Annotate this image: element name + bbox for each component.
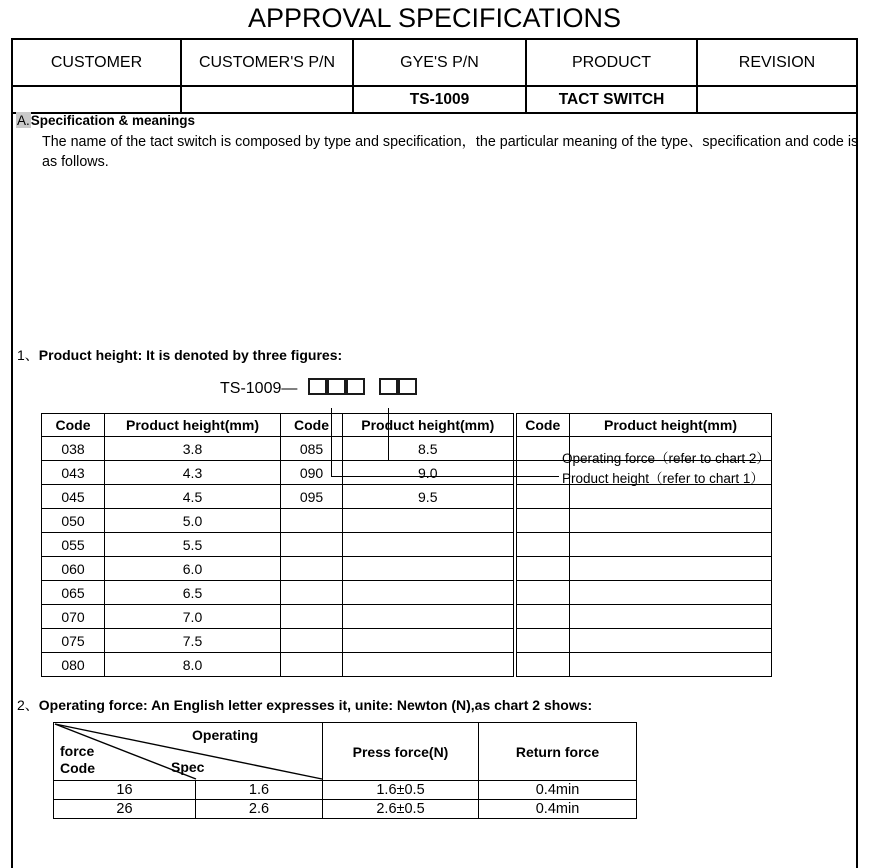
height-header-code-2: Code <box>281 414 343 437</box>
force-header-code: Code <box>60 760 95 776</box>
height-cell-r1-c2: 090 <box>281 461 343 485</box>
height-cell-r7-c3 <box>343 605 515 629</box>
force-cell-r0-c1: 1.6 <box>196 781 323 800</box>
section-2-number: 2 <box>17 697 25 713</box>
height-cell-r2-c4 <box>515 485 570 509</box>
table-row <box>42 509 772 533</box>
force-cell-r1-c3: 0.4min <box>479 800 637 819</box>
height-cell-r6-c1: 6.5 <box>105 581 281 605</box>
force-header-operating: Operating <box>192 727 259 743</box>
height-cell-r1-c0: 043 <box>42 461 105 485</box>
height-cell-r6-c0: 065 <box>42 581 105 605</box>
height-cell-r3-c1: 5.0 <box>105 509 281 533</box>
height-cell-r6-c2 <box>281 581 343 605</box>
height-cell-r9-c3 <box>343 653 515 677</box>
table-row <box>54 800 637 819</box>
height-cell-r8-c2 <box>281 629 343 653</box>
info-header-revision: REVISION <box>697 39 857 86</box>
height-cell-r3-c4 <box>515 509 570 533</box>
height-cell-r4-c0: 055 <box>42 533 105 557</box>
height-cell-r7-c2 <box>281 605 343 629</box>
page-title: APPROVAL SPECIFICATIONS <box>247 3 622 33</box>
height-cell-r8-c3 <box>343 629 515 653</box>
info-value-customer <box>12 86 181 113</box>
section-a <box>16 112 858 172</box>
section-2-heading-text: Operating force: An English letter expresses it, unite: Newton (N),as chart 2 shows: <box>38 697 593 713</box>
height-cell-r3-c0: 050 <box>42 509 105 533</box>
section-1-number: 1 <box>17 347 25 363</box>
info-header-customer-pn: CUSTOMER'S P/N <box>181 39 353 86</box>
section-a-heading <box>16 112 858 129</box>
height-cell-r7-c1: 7.0 <box>105 605 281 629</box>
height-header-value-2: Product height(mm) <box>343 414 515 437</box>
height-cell-r1-c3: 9.0 <box>343 461 515 485</box>
table-row <box>42 485 772 509</box>
height-cell-r4-c1: 5.5 <box>105 533 281 557</box>
height-cell-r0-c0: 038 <box>42 437 105 461</box>
height-cell-r8-c0: 075 <box>42 629 105 653</box>
height-cell-r8-c5 <box>570 629 772 653</box>
height-cell-r4-c5 <box>570 533 772 557</box>
table-row <box>42 557 772 581</box>
operating-force-table <box>53 722 637 819</box>
height-header-code-3: Code <box>515 414 570 437</box>
height-cell-r1-c4 <box>515 461 570 485</box>
force-header-return-force: Return force <box>479 723 637 781</box>
height-cell-r3-c5 <box>570 509 772 533</box>
height-cell-r1-c1: 4.3 <box>105 461 281 485</box>
approval-info-table <box>11 38 858 114</box>
table-row <box>42 629 772 653</box>
pn-box-force-1 <box>379 378 398 395</box>
force-cell-r1-c0: 26 <box>54 800 196 819</box>
info-table-header-row <box>12 39 857 86</box>
height-cell-r0-c4 <box>515 437 570 461</box>
callout-operating-force: Operating force（refer to chart 2） <box>562 451 770 466</box>
info-header-gye-pn: GYE'S P/N <box>353 39 526 86</box>
info-header-product: PRODUCT <box>526 39 697 86</box>
info-value-revision <box>697 86 857 113</box>
info-value-customer-pn <box>181 86 353 113</box>
height-cell-r8-c1: 7.5 <box>105 629 281 653</box>
section-a-heading-text: Specification & meanings <box>30 113 196 128</box>
height-cell-r2-c0: 045 <box>42 485 105 509</box>
height-cell-r7-c4 <box>515 605 570 629</box>
pn-box-height-3 <box>346 378 365 395</box>
force-table-body <box>54 781 637 819</box>
height-cell-r9-c4 <box>515 653 570 677</box>
height-cell-r0-c5 <box>570 437 772 461</box>
height-cell-r4-c2 <box>281 533 343 557</box>
force-header-split-cell <box>54 723 323 781</box>
height-cell-r3-c2 <box>281 509 343 533</box>
section-1-heading-text: Product height: It is denoted by three figures: <box>38 347 343 363</box>
info-header-customer: CUSTOMER <box>12 39 181 86</box>
pn-box-height-2 <box>327 378 346 395</box>
height-cell-r7-c5 <box>570 605 772 629</box>
height-cell-r0-c1: 3.8 <box>105 437 281 461</box>
info-value-gye-pn: TS-1009 <box>353 86 526 113</box>
force-cell-r0-c2: 1.6±0.5 <box>323 781 479 800</box>
height-cell-r9-c1: 8.0 <box>105 653 281 677</box>
height-cell-r2-c1: 4.5 <box>105 485 281 509</box>
force-header-force: force <box>60 743 95 759</box>
section-a-marker: A. <box>17 113 30 128</box>
info-value-product: TACT SWITCH <box>526 86 697 113</box>
force-header-spec: Spec <box>171 759 205 775</box>
height-cell-r6-c3 <box>343 581 515 605</box>
height-cell-r2-c3: 9.5 <box>343 485 515 509</box>
force-table-header-row <box>54 723 637 781</box>
section-2-comma: 、 <box>24 697 39 713</box>
info-table-value-row <box>12 86 857 113</box>
height-header-code-1: Code <box>42 414 105 437</box>
height-cell-r4-c4 <box>515 533 570 557</box>
callout-product-height: Product height（refer to chart 1） <box>562 471 764 486</box>
force-cell-r1-c1: 2.6 <box>196 800 323 819</box>
pn-box-height-1 <box>308 378 327 395</box>
height-cell-r8-c4 <box>515 629 570 653</box>
height-cell-r7-c0: 070 <box>42 605 105 629</box>
height-header-value-3: Product height(mm) <box>570 414 772 437</box>
table-row <box>42 581 772 605</box>
height-cell-r1-c5 <box>570 461 772 485</box>
height-cell-r9-c5 <box>570 653 772 677</box>
height-table-header-row <box>42 414 772 437</box>
table-row <box>42 605 772 629</box>
height-cell-r5-c4 <box>515 557 570 581</box>
height-cell-r6-c4 <box>515 581 570 605</box>
product-height-table <box>41 413 772 677</box>
table-row <box>42 437 772 461</box>
section-a-body: The name of the tact switch is composed by type and specification，the particular meaning of the type、specification and code is as follows. <box>42 134 859 170</box>
table-row <box>42 653 772 677</box>
height-cell-r0-c2: 085 <box>281 437 343 461</box>
part-number-prefix: TS-1009— <box>220 380 298 397</box>
section-1-comma: 、 <box>24 347 39 363</box>
height-cell-r2-c5 <box>570 485 772 509</box>
height-cell-r9-c0: 080 <box>42 653 105 677</box>
height-cell-r5-c0: 060 <box>42 557 105 581</box>
height-table-body <box>42 437 772 677</box>
height-cell-r5-c2 <box>281 557 343 581</box>
section-1-heading <box>17 345 342 365</box>
height-cell-r4-c3 <box>343 533 515 557</box>
height-cell-r5-c3 <box>343 557 515 581</box>
force-cell-r0-c3: 0.4min <box>479 781 637 800</box>
height-cell-r3-c3 <box>343 509 515 533</box>
height-cell-r2-c2: 095 <box>281 485 343 509</box>
height-cell-r0-c3: 8.5 <box>343 437 515 461</box>
force-header-press-force: Press force(N) <box>323 723 479 781</box>
force-cell-r1-c2: 2.6±0.5 <box>323 800 479 819</box>
height-cell-r9-c2 <box>281 653 343 677</box>
pn-box-force-2 <box>398 378 417 395</box>
height-cell-r5-c1: 6.0 <box>105 557 281 581</box>
table-row <box>42 533 772 557</box>
section-2-heading <box>17 695 592 715</box>
force-cell-r0-c0: 16 <box>54 781 196 800</box>
table-row <box>42 461 772 485</box>
height-cell-r6-c5 <box>570 581 772 605</box>
table-row <box>54 781 637 800</box>
operating-force-table-wrapper <box>53 722 636 819</box>
height-cell-r5-c5 <box>570 557 772 581</box>
height-header-value-1: Product height(mm) <box>105 414 281 437</box>
